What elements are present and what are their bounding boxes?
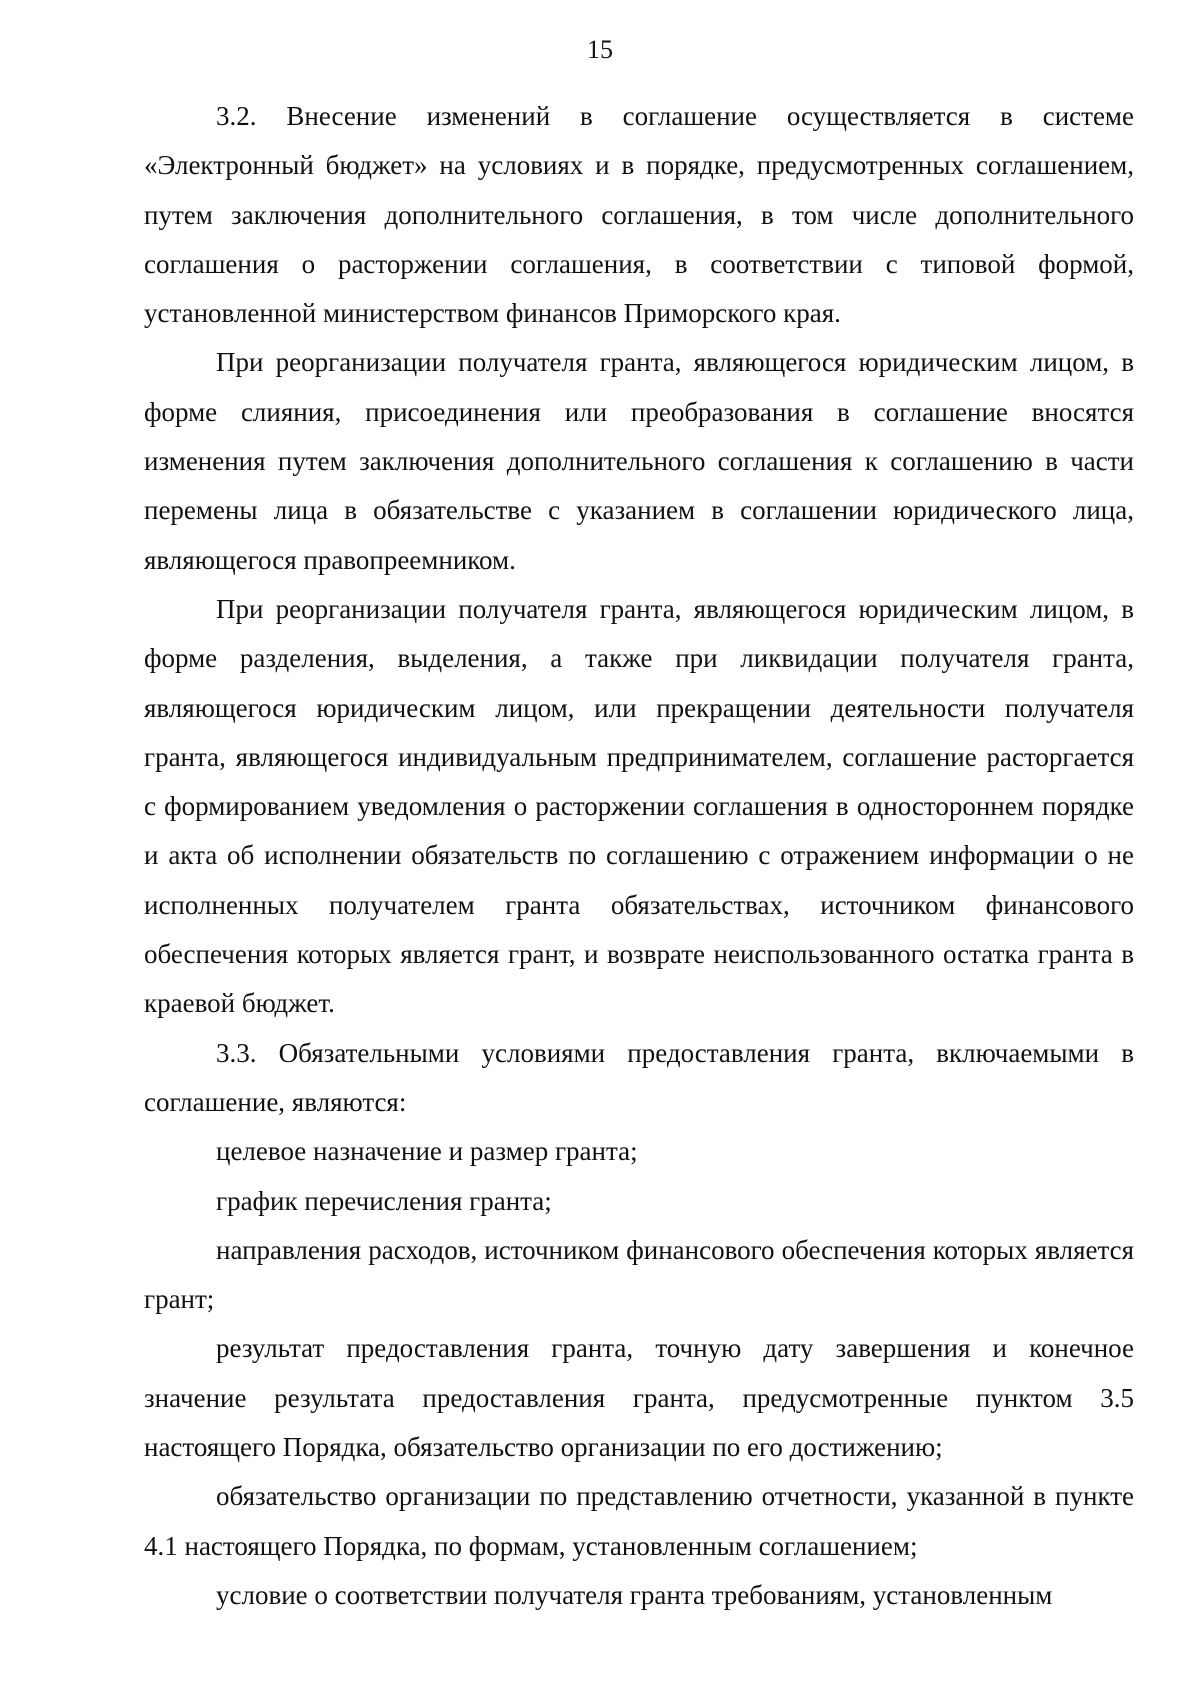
list-item-compliance: условие о соответствии получателя гранта требованиям, установленным	[216, 1579, 1053, 1610]
paragraph-3-2: 3.2. Внесение изменений в соглашение осуществляется в системе «Электронный бюджет» на условиях и в порядке, предусмотренных соглашением, путем заключения дополнительного соглашения, в том числе дополнительного соглашения о расторжении соглашения, в соответствии с типовой формой, установленной министерством финансов Приморского края.	[144, 101, 1134, 329]
paragraph-3-3: 3.3. Обязательными условиями предоставления гранта, включаемыми в соглашение, являются:	[144, 1037, 1134, 1117]
list-item-expense-directions: направления расходов, источником финансового обеспечения которых является грант;	[144, 1234, 1134, 1315]
list-item-reporting: обязательство организации по представлению отчетности, указанной в пункте 4.1 настоящего Порядка, по формам, установленным соглашением;	[144, 1481, 1134, 1561]
paragraph-reorganization-merger: При реорганизации получателя гранта, являющегося юридическим лицом, в форме слияния, присоединения или преобразования в соглашение вносятся изменения путем заключения дополнительного соглашения к соглашению в части перемены лица в обязательстве с указанием в соглашении юридического лица, являющегося правопреемником.	[144, 347, 1134, 575]
document-body	[144, 92, 1134, 1620]
paragraph-reorganization-division: При реорганизации получателя гранта, являющегося юридическим лицом, в форме разделения, выделения, а также при ликвидации получателя гранта, являющегося юридическим лицом, или прекращении деятельности получателя гранта, являющегося индивидуальным предпринимателем, соглашение расторгается с формированием уведомления о расторжении соглашения в одностороннем порядке и акта об исполнении обязательств по соглашению с отражением информации о не исполненных получателем гранта обязательствах, источником финансового обеспечения которых является грант, и возврате неиспользованного остатка гранта в краевой бюджет.	[144, 593, 1134, 1019]
page-number: 15	[587, 35, 613, 64]
list-item-result: результат предоставления гранта, точную дату завершения и конечное значение результата предоставления гранта, предусмотренные пунктом 3.5 настоящего Порядка, обязательство организации по его достижению;	[144, 1333, 1134, 1463]
list-item-purpose: целевое назначение и размер гранта;	[216, 1136, 638, 1167]
list-item-schedule: график перечисления гранта;	[216, 1185, 552, 1216]
